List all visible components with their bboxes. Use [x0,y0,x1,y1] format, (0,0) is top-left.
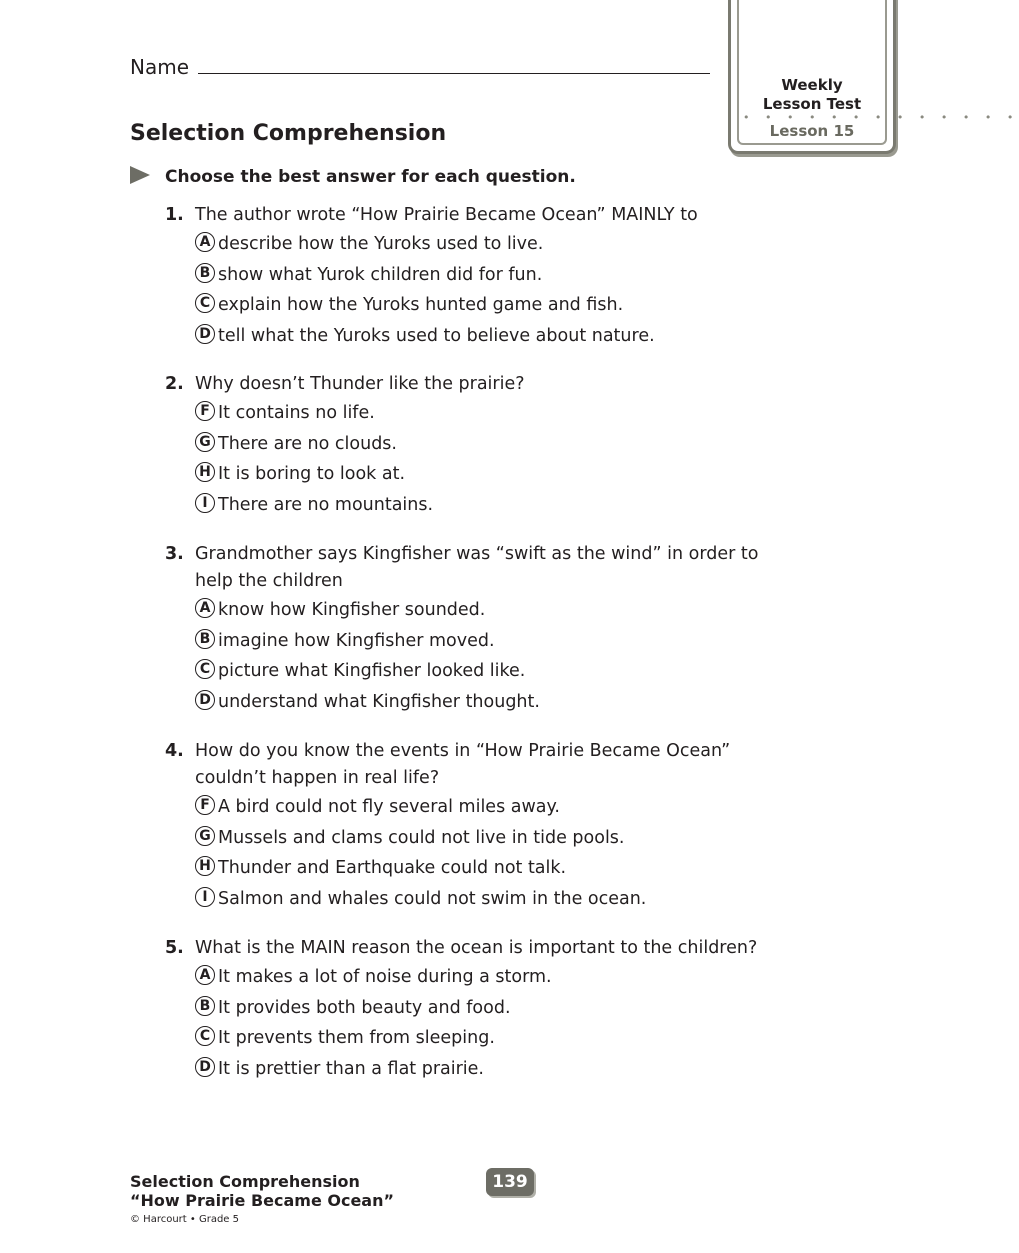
question-number: 3. [165,544,184,564]
answer-text: Mussels and clams could not live in tide pools. [218,827,625,848]
answer-bubble[interactable]: D [195,1057,215,1077]
answer-option-b[interactable] [195,993,765,1024]
answer-bubble[interactable]: A [195,598,215,618]
answer-bubble[interactable]: D [195,690,215,710]
answer-bubble[interactable]: A [195,965,215,985]
question-text: What is the MAIN reason the ocean is important to the children? [195,938,758,958]
lesson-tab-title [731,76,893,114]
page-number-badge: 139 [486,1168,534,1196]
answer-text: There are no mountains. [218,494,434,515]
tab-line-weekly: Weekly [781,76,843,94]
arrow-icon [130,166,150,184]
question-4 [165,738,765,914]
answer-option-f[interactable] [195,398,765,429]
answer-text: Salmon and whales could not swim in the ocean. [218,888,647,909]
question-number: 2. [165,374,184,394]
footer-title-line2: “How Prairie Became Ocean” [130,1191,395,1210]
answer-option-b[interactable] [195,260,765,291]
answer-text: describe how the Yuroks used to live. [218,234,544,254]
question-number: 5. [165,938,184,958]
answer-option-c[interactable] [195,656,765,687]
question-number: 1. [165,205,184,225]
lesson-tab [728,0,1019,154]
answer-bubble[interactable]: C [195,659,215,679]
question-number: 4. [165,741,184,761]
question-text: The author wrote “How Prairie Became Ocean” MAINLY to [195,205,698,225]
answer-option-a[interactable] [195,595,765,626]
answer-option-c[interactable] [195,1023,765,1054]
section-title: Selection Comprehension [130,121,447,146]
answer-text: understand what Kingfisher thought. [218,691,540,712]
answer-text: There are no clouds. [218,433,397,454]
answer-bubble[interactable]: A [195,232,215,252]
answer-option-d[interactable] [195,1054,765,1085]
answer-option-d[interactable] [195,687,765,718]
instructions: Choose the best answer for each question. [165,167,576,187]
footer-title-line1: Selection Comprehension [130,1172,360,1191]
answer-bubble[interactable]: I [195,493,215,513]
tab-dot-divider: • • • • • • • • • • • • • [743,111,1019,124]
answer-text: It prevents them from sleeping. [218,1028,495,1048]
answer-text: It makes a lot of noise during a storm. [218,967,552,987]
question-2 [165,371,765,520]
question-3 [165,541,765,717]
footer-title [130,1172,394,1210]
answer-bubble[interactable]: H [195,856,215,876]
name-field-line[interactable] [198,73,710,74]
footer-copyright: © Harcourt • Grade 5 [130,1214,239,1225]
answer-bubble[interactable]: I [195,887,215,907]
answer-option-g[interactable] [195,429,765,460]
answer-text: It contains no life. [218,403,375,423]
answer-option-g[interactable] [195,823,765,854]
answer-text: It is boring to look at. [218,464,406,484]
answer-text: show what Yurok children did for fun. [218,264,543,285]
answer-option-i[interactable] [195,884,765,915]
answer-text: It provides both beauty and food. [218,997,511,1018]
answer-option-h[interactable] [195,853,765,884]
answer-bubble[interactable]: F [195,401,215,421]
answer-option-a[interactable] [195,229,765,260]
answer-bubble[interactable]: B [195,629,215,649]
question-text: Grandmother says Kingfisher was “swift as the wind” in order to help the children [195,544,759,591]
answer-text: know how Kingfisher sounded. [218,600,486,620]
answer-text: It is prettier than a flat prairie. [218,1058,484,1079]
answer-text: picture what Kingfisher looked like. [218,661,526,681]
tab-lesson-number: Lesson 15 [769,122,855,140]
answer-bubble[interactable]: H [195,462,215,482]
answer-option-f[interactable] [195,792,765,823]
answer-text: imagine how Kingfisher moved. [218,630,495,651]
answer-bubble[interactable]: B [195,996,215,1016]
answer-option-a[interactable] [195,962,765,993]
answer-option-b[interactable] [195,626,765,657]
answer-bubble[interactable]: G [195,826,215,846]
answer-option-i[interactable] [195,490,765,521]
answer-option-d[interactable] [195,321,765,352]
answer-bubble[interactable]: D [195,324,215,344]
answer-bubble[interactable]: G [195,432,215,452]
question-5 [165,935,765,1084]
answer-option-h[interactable] [195,459,765,490]
question-text: Why doesn’t Thunder like the prairie? [195,374,525,394]
question-text: How do you know the events in “How Prairie Became Ocean” couldn’t happen in real life? [195,741,731,788]
answer-bubble[interactable]: C [195,293,215,313]
answer-text: Thunder and Earthquake could not talk. [218,858,567,878]
question-1 [165,202,765,351]
answer-bubble[interactable]: B [195,263,215,283]
answer-bubble[interactable]: C [195,1026,215,1046]
answer-option-c[interactable] [195,290,765,321]
answer-text: tell what the Yuroks used to believe about nature. [218,325,655,346]
tab-line-lesson-test: Lesson Test [762,95,862,113]
name-label: Name [130,55,190,79]
answer-text: explain how the Yuroks hunted game and fish. [218,295,624,315]
answer-text: A bird could not fly several miles away. [218,797,560,817]
answer-bubble[interactable]: F [195,795,215,815]
